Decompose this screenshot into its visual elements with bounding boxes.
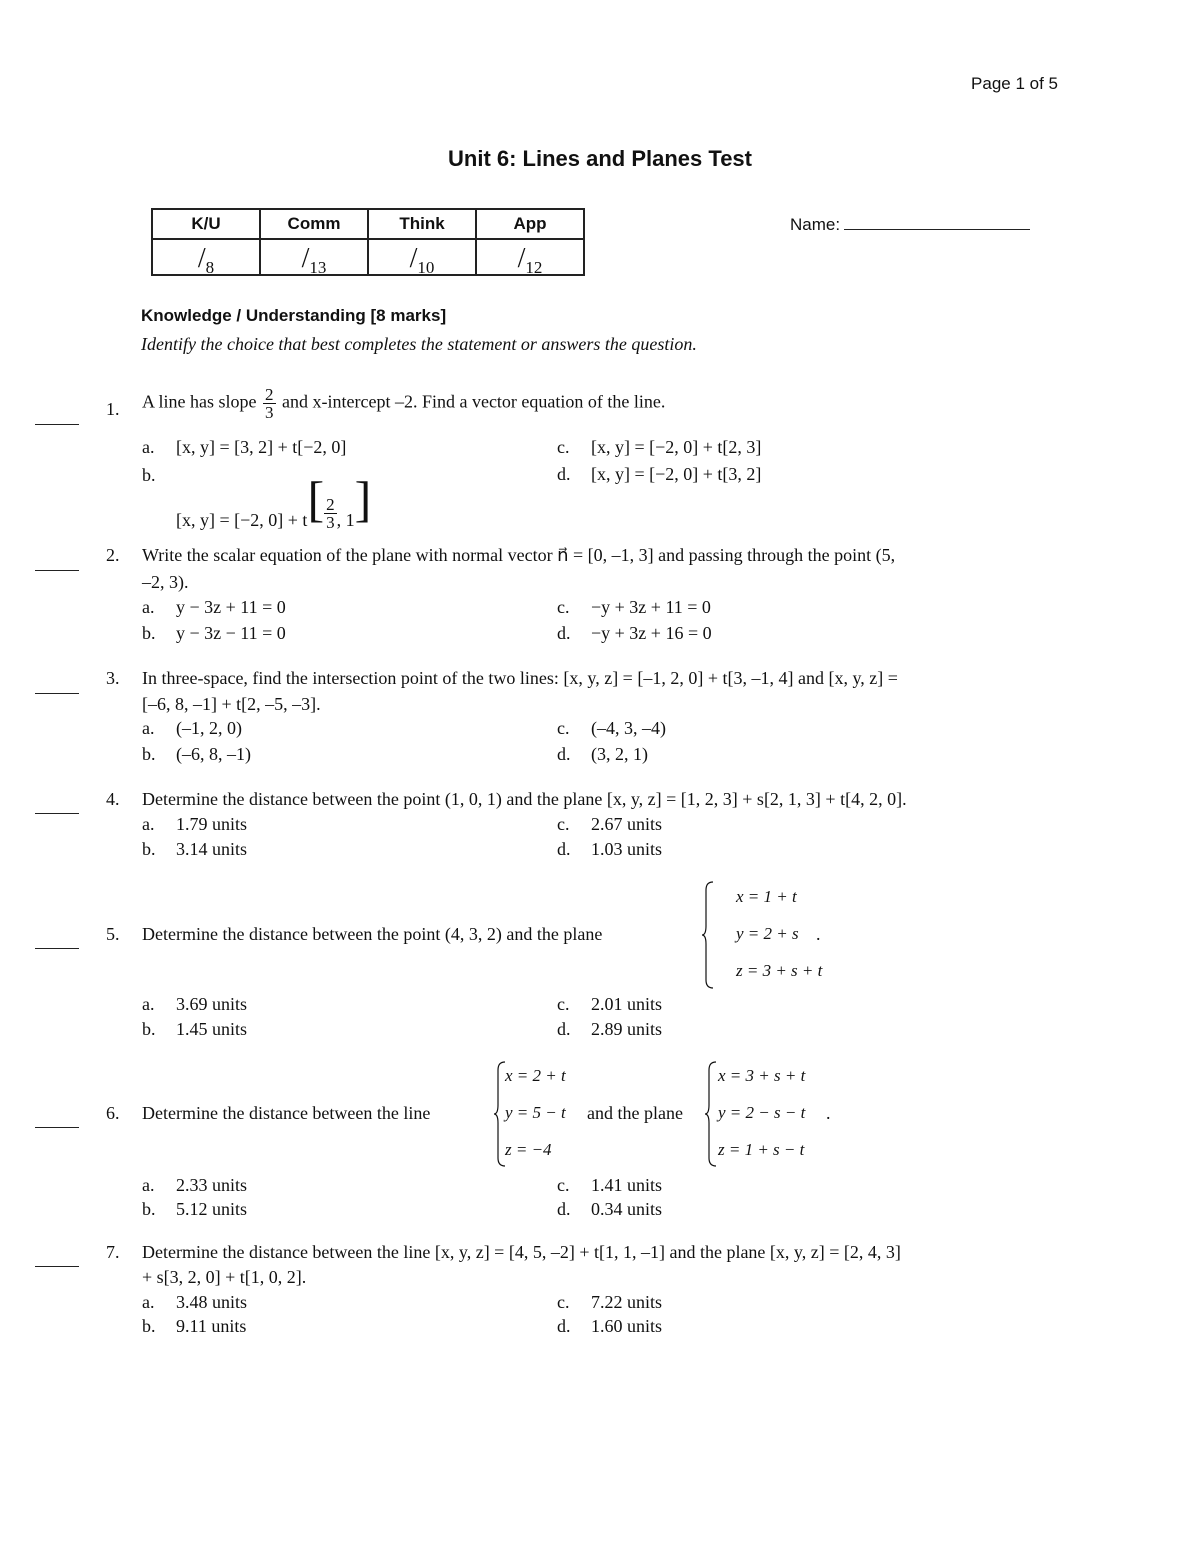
option-letter: a. (142, 437, 155, 457)
question-number: 5. (106, 924, 120, 944)
question-text: Determine the distance between the point (4, 3, 2) and the plane (142, 924, 603, 944)
option-text[interactable]: [x, y] = [−2, 0] + t[3, 2] (591, 464, 762, 484)
option-text[interactable]: (–6, 8, –1) (176, 744, 251, 764)
option-text[interactable]: (3, 2, 1) (591, 744, 648, 764)
option-letter: d. (557, 1199, 571, 1219)
option-letter: d. (557, 623, 571, 643)
option-text[interactable]: 1.60 units (591, 1316, 663, 1336)
question-text: In three-space, find the intersection point of the two lines: [x, y, z] = [–1, 2, 0] + t[3, –1, 4] and [x, y, z] = (142, 668, 898, 688)
answer-blank[interactable] (35, 1127, 79, 1128)
question-text: A line has slope $\frac{2}{3}$ and x-intercept –2. Find a vector equation of the line. (142, 385, 666, 422)
option-letter: c. (557, 1292, 570, 1312)
question-text-continued: –2, 3). (142, 572, 189, 592)
answer-blank[interactable] (35, 813, 79, 814)
option-letter: c. (557, 597, 570, 617)
marks-header-ku: K/U (152, 209, 260, 239)
option-letter: b. (142, 744, 156, 764)
and-the-plane-text: and the plane (587, 1103, 683, 1123)
answer-blank[interactable] (35, 693, 79, 694)
slope-denominator: 3 (265, 403, 274, 422)
option-letter: c. (557, 994, 570, 1014)
question-number: 6. (106, 1103, 120, 1123)
period: . (816, 924, 821, 944)
option-letter: a. (142, 718, 155, 738)
option-text[interactable]: (–4, 3, –4) (591, 718, 666, 738)
option-letter: a. (142, 1175, 155, 1195)
option-letter: a. (142, 1292, 155, 1312)
period: . (826, 1103, 831, 1123)
brace-icon (704, 1060, 718, 1168)
question-text: Determine the distance between the line [x, y, z] = [4, 5, –2] + t[1, 1, –1] and the plane [x, y, z] = [2, 4, 3] (142, 1242, 901, 1262)
option-letter: b. (142, 1019, 156, 1039)
option-letter: b. (142, 1316, 156, 1336)
option-letter: b. (142, 623, 156, 643)
line-system: x = 2 + t y = 5 − t z = −4 (505, 1066, 566, 1159)
option-text[interactable]: 1.79 units (176, 814, 248, 834)
option-text[interactable]: 2.67 units (591, 814, 663, 834)
plane-system: x = 1 + t y = 2 + s z = 3 + s + t (736, 887, 823, 980)
marks-header-app: App (476, 209, 584, 239)
option-text[interactable]: [x, y] = [3, 2] + t[−2, 0] (176, 437, 347, 457)
question-number: 1. (106, 399, 120, 419)
question-text-continued: [–6, 8, –1] + t[2, –5, –3]. (142, 694, 321, 714)
question-text: Write the scalar equation of the plane with normal vector n⃗ = [0, –1, 3] and passing through the point (5, (142, 545, 896, 565)
option-letter: a. (142, 597, 155, 617)
option-text[interactable]: y − 3z − 11 = 0 (176, 623, 286, 643)
option-letter: b. (142, 1199, 156, 1219)
question-text: Determine the distance between the point (1, 0, 1) and the plane [x, y, z] = [1, 2, 3] + s[2, 1, 3] + t[4, 2, 0]. (142, 789, 907, 809)
option-text[interactable]: [x, y] = [−2, 0] + t[2, 3] (591, 437, 762, 457)
marks-denominator: 13 (309, 258, 327, 277)
option-letter: a. (142, 814, 155, 834)
option-text[interactable]: 1.41 units (591, 1175, 663, 1195)
marks-header-comm: Comm (260, 209, 368, 239)
section-heading: Knowledge / Understanding [8 marks] (141, 306, 447, 325)
marks-denominator: 12 (525, 258, 543, 277)
question-number: 7. (106, 1242, 120, 1262)
name-field (790, 211, 1030, 235)
answer-blank[interactable] (35, 948, 79, 949)
slope-numerator: 2 (265, 385, 274, 404)
option-letter: b. (142, 839, 156, 859)
option-text[interactable]: 0.34 units (591, 1199, 663, 1219)
name-input-line[interactable] (844, 211, 1030, 230)
brace-icon (701, 880, 715, 990)
plane-system: x = 3 + s + t y = 2 − s − t z = 1 + s − t (718, 1066, 806, 1159)
option-letter: d. (557, 1019, 571, 1039)
section-instructions: Identify the choice that best completes the statement or answers the question. (141, 334, 697, 354)
marks-denominator: 8 (205, 258, 215, 277)
option-text[interactable]: 5.12 units (176, 1199, 248, 1219)
option-letter: c. (557, 718, 570, 738)
option-text[interactable]: −y + 3z + 16 = 0 (591, 623, 712, 643)
option-letter: d. (557, 744, 571, 764)
option-text[interactable]: 3.69 units (176, 994, 248, 1014)
option-letter: c. (557, 814, 570, 834)
option-text[interactable]: [x, y] = [−2, 0] + t[ $\frac{2}{3}$ , 1] (176, 471, 372, 533)
option-text[interactable]: 2.01 units (591, 994, 663, 1014)
answer-blank[interactable] (35, 1266, 79, 1267)
option-text[interactable]: −y + 3z + 11 = 0 (591, 597, 711, 617)
marks-table (151, 208, 585, 276)
question-text-continued: + s[3, 2, 0] + t[1, 0, 2]. (142, 1267, 307, 1287)
marks-cell-app[interactable]: $/_{12}$ (476, 239, 584, 275)
option-text[interactable]: 9.11 units (176, 1316, 247, 1336)
option-text[interactable]: 2.33 units (176, 1175, 248, 1195)
option-letter: d. (557, 464, 571, 484)
option-letter: a. (142, 994, 155, 1014)
option-text[interactable]: y − 3z + 11 = 0 (176, 597, 286, 617)
option-text[interactable]: 7.22 units (591, 1292, 663, 1312)
option-text[interactable]: (–1, 2, 0) (176, 718, 242, 738)
question-text: Determine the distance between the line (142, 1103, 431, 1123)
marks-cell-comm[interactable]: $/_{13}$ (260, 239, 368, 275)
marks-header-think: Think (368, 209, 476, 239)
answer-blank[interactable] (35, 424, 79, 425)
option-text[interactable]: 3.48 units (176, 1292, 248, 1312)
option-letter: c. (557, 1175, 570, 1195)
marks-denominator: 10 (417, 258, 435, 277)
marks-cell-think[interactable]: $/_{10}$ (368, 239, 476, 275)
name-label: Name: (790, 215, 841, 234)
question-number: 4. (106, 789, 120, 809)
question-number: 3. (106, 668, 120, 688)
answer-blank[interactable] (35, 570, 79, 571)
option-text[interactable]: 1.45 units (176, 1019, 248, 1039)
option-letter: d. (557, 839, 571, 859)
marks-cell-ku[interactable]: $/_8$ (152, 239, 260, 275)
option-letter: c. (557, 437, 570, 457)
page-title: Unit 6: Lines and Planes Test (448, 146, 752, 171)
question-number: 2. (106, 545, 120, 565)
option-text[interactable]: 3.14 units (176, 839, 248, 859)
option-letter: b. (142, 465, 156, 485)
option-text[interactable]: 2.89 units (591, 1019, 663, 1039)
page-number: Page 1 of 5 (971, 74, 1058, 93)
option-letter: d. (557, 1316, 571, 1336)
option-text[interactable]: 1.03 units (591, 839, 663, 859)
